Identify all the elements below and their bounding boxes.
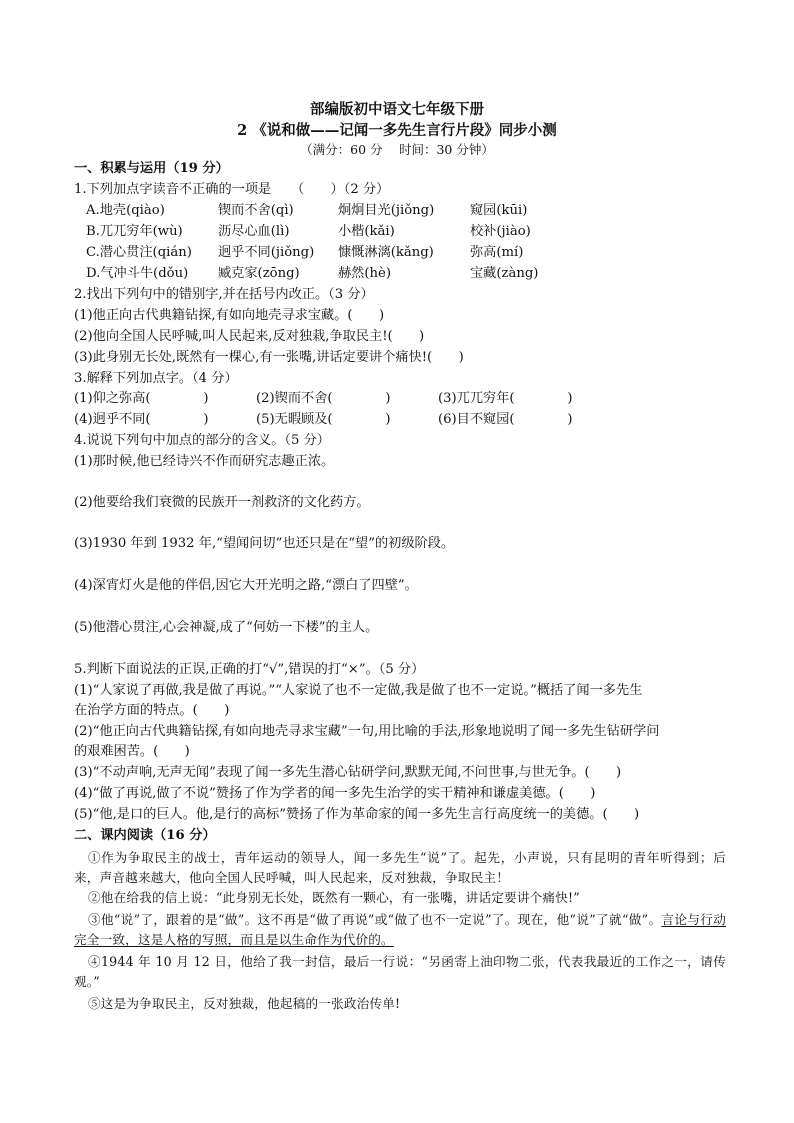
question-5-line: (5)“他,是口的巨人。他,是行的高标”赞扬了作为革命家的闻一多先生言行高度统一的美德。( )	[74, 807, 640, 822]
question-2-stem: 2.找出下列句中的错别字,并在括号内改正。（3 分）	[74, 287, 374, 302]
option-cell: 慷慨淋漓(kǎng)	[338, 245, 434, 260]
question-2-item: (2)他向全国人民呼喊,叫人民起来,反对独栽,争取民主!( )	[74, 329, 425, 344]
reading-paragraph-2: ②他在给我的信上说：“此身别无长处，既然有一颗心，有一张嘴，讲话定要讲个痛快!”	[88, 890, 580, 905]
option-cell: 炯炯目光(jiǒng)	[338, 203, 435, 218]
question-3-item: (1)仰之弥高( )	[74, 391, 209, 406]
underlined-sentence: 言论与行动完全一致，这是人格的写照，而且是以生命作为代价的。	[74, 912, 726, 947]
option-cell: 锲而不舍(qì)	[218, 203, 294, 218]
question-4-item: (1)那时候,他已经诗兴不作而研究志趣正浓。	[74, 454, 335, 469]
question-4-item: (3)1930 年到 1932 年,“望闻问切”也还只是在“望”的初级阶段。	[74, 536, 455, 551]
question-3-item: (5)无暇顾及( )	[256, 412, 391, 427]
question-4-item: (2)他要给我们衰微的民族开一剂救济的文化药方。	[74, 495, 370, 510]
option-cell: B.兀兀穷年(wù)	[86, 224, 183, 239]
reading-paragraph-3	[74, 910, 726, 950]
question-5-line: (2)“他正向古代典籍钻探,有如向地壳寻求宝藏”一句,用比喻的手法,形象地说明了闻一多先生钻研学问	[74, 724, 660, 739]
question-1-stem: 1.下列加点字读音不正确的一项是 （ ）（2 分）	[74, 182, 390, 197]
option-cell: 迥乎不同(jiǒng)	[218, 245, 315, 260]
option-cell: 沥尽心血(lì)	[218, 224, 290, 239]
section-heading-2: 二、课内阅读（16 分）	[74, 828, 216, 843]
question-5-line: (4)“做了再说,做了不说”赞扬了作为学者的闻一多先生治学的实干精神和谦虚美德。( )	[74, 786, 596, 801]
reading-paragraph-5: ⑤这是为争取民主，反对独裁，他起稿的一张政治传单!	[88, 996, 401, 1011]
reading-paragraph-1: ①作为争取民主的战士，青年运动的领导人，闻一多先生“说”了。起先，小声说，只有昆明的青年听得到；后来，声音越来越大，他向全国人民呼喊，叫人民起来，反对独裁，争取民主！	[74, 850, 726, 885]
option-cell: D.气冲斗牛(dǒu)	[86, 266, 189, 281]
option-cell: 小楷(kǎi)	[338, 224, 395, 239]
question-5-line: 的艰难困苦。( )	[74, 744, 190, 759]
question-3-stem: 3.解释下列加点字。（4 分）	[74, 371, 238, 386]
option-cell: 宝藏(zàng)	[470, 266, 539, 281]
question-2-item: (1)他正向古代典籍钻探,有如向地壳寻求宝藏。( )	[74, 308, 385, 323]
option-cell: C.潜心贯注(qián)	[86, 245, 192, 260]
question-5-stem: 5.判断下面说法的正误,正确的打“√”,错误的打“×”。（5 分）	[74, 662, 425, 677]
question-3-item: (6)目不窥园( )	[438, 412, 573, 427]
question-5-line: 在治学方面的特点。( )	[74, 703, 230, 718]
paragraph-3-text: ③他“说”了，跟着的是“做”。这不再是“做了再说”或“做了也不一定说”了。现在，他“说”了就“做”。	[88, 912, 662, 927]
question-4-item: (5)他潜心贯注,心会神凝,成了“何妨一下楼”的主人。	[74, 620, 379, 635]
page-subtitle-lesson: 2 《说和做——记闻一多先生言行片段》同步小测	[237, 122, 557, 139]
question-3-item: (4)迥乎不同( )	[74, 412, 209, 427]
option-cell: 窥园(kūi)	[470, 203, 528, 218]
question-5-line: (1)“人家说了再做,我是做了再说。”“人家说了也不一定做,我是做了也不一定说。”概括了闻一多先生	[74, 683, 643, 698]
question-3-item: (3)兀兀穷年( )	[438, 391, 573, 406]
score-time-info: （满分：60 分 时间：30 分钟）	[300, 142, 494, 157]
option-cell: 弥高(mí)	[470, 245, 524, 260]
option-cell: 臧克家(zōng)	[218, 266, 300, 281]
page-title: 部编版初中语文七年级下册	[310, 101, 484, 118]
section-heading-1: 一、积累与运用（19 分）	[74, 161, 229, 176]
reading-paragraph-4: ④1944 年 10 月 12 日，他给了我一封信，最后一行说：“另函寄上油印物二张，代表我最近的工作之一，请传观。”	[74, 954, 726, 989]
option-cell: A.地壳(qiào)	[86, 203, 165, 218]
question-4-item: (4)深宵灯火是他的伴侣,因它大开光明之路,“漂白了四壁”。	[74, 578, 418, 593]
question-5-line: (3)“不动声响,无声无闻”表现了闻一多先生潜心钻研学问,默默无闻,不问世事,与世无争。( )	[74, 765, 622, 780]
option-cell: 赫然(hè)	[338, 266, 391, 281]
question-3-item: (2)锲而不舍( )	[256, 391, 391, 406]
option-cell: 校补(jiào)	[470, 224, 531, 239]
question-2-item: (3)此身别无长处,既然有一棵心,有一张嘴,讲话定要讲个痛快!( )	[74, 350, 464, 365]
question-4-stem: 4.说说下列句中加点的部分的含义。（5 分）	[74, 433, 330, 448]
